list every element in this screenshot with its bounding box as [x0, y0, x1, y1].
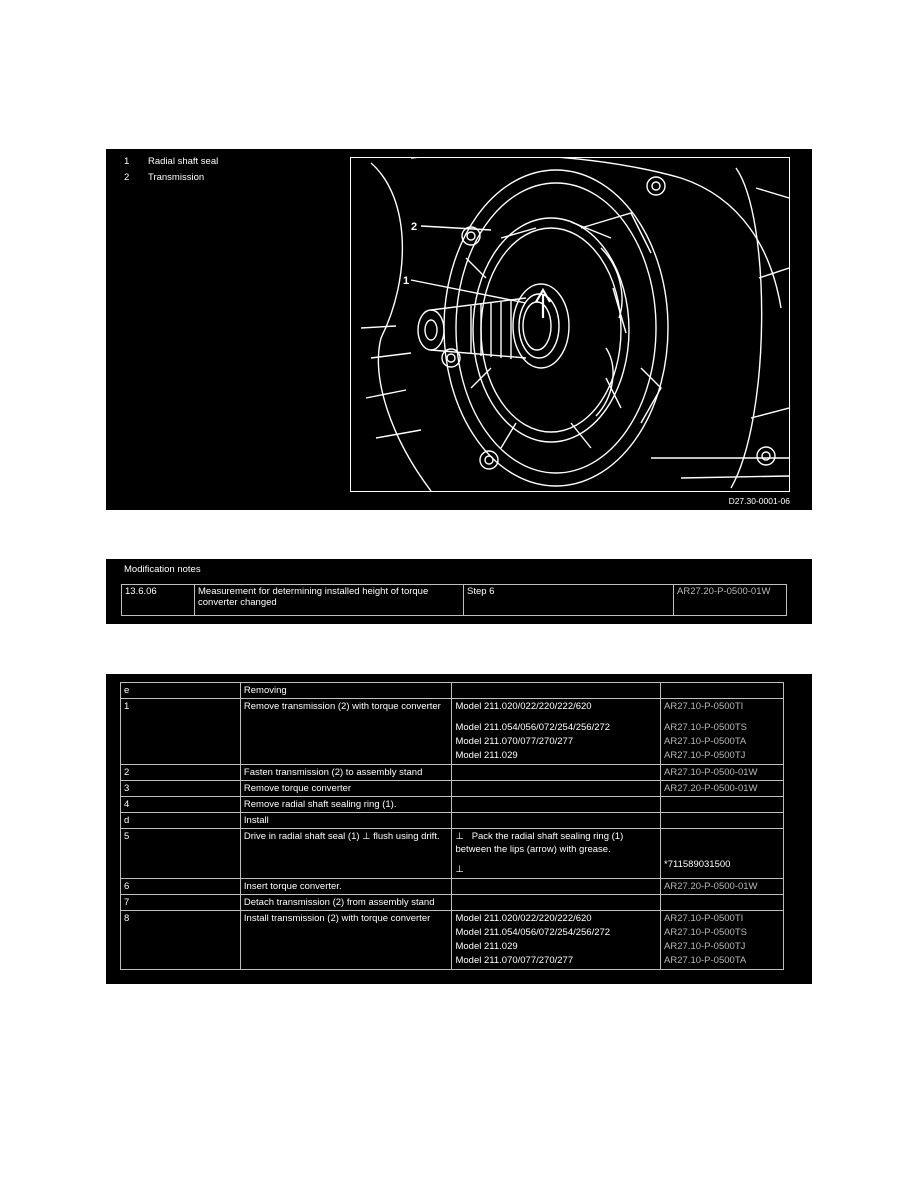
- figure-id: D27.30-0001-06: [728, 496, 790, 506]
- reference-link[interactable]: AR27.10-P-0500TJ: [664, 941, 746, 952]
- bolt: [647, 177, 665, 195]
- step-action: Insert torque converter.: [240, 879, 452, 895]
- reference-link[interactable]: AR27.10-P-0500TI: [664, 913, 744, 924]
- modification-notes-title: Modification notes: [124, 564, 201, 575]
- table-row: [121, 829, 784, 879]
- table-row: [122, 585, 787, 616]
- tool-symbol-icon: ⊥: [455, 864, 464, 875]
- section-marker: d: [121, 813, 241, 829]
- reference-link[interactable]: AR27.10-P-0500TI: [664, 701, 744, 712]
- mod-description: Measurement for determining installed height of torque converter changed: [195, 585, 464, 616]
- table-row: [121, 797, 784, 813]
- radial-shaft-seal: [513, 284, 569, 368]
- table-row: [121, 683, 784, 699]
- model-text: Model 211.029: [455, 750, 518, 761]
- step-number: 4: [121, 797, 241, 813]
- model-text: Model 211.020/022/220/222/620: [455, 701, 592, 712]
- transmission-illustration: [351, 158, 789, 491]
- figure-panel: [106, 149, 812, 510]
- step-action: Install transmission (2) with torque converter: [240, 911, 452, 970]
- model-text: Model 211.054/056/072/254/256/272: [455, 927, 611, 938]
- mod-step: Step 6: [464, 585, 674, 616]
- table-row: [121, 879, 784, 895]
- note-symbol-icon: ⊥: [455, 831, 464, 842]
- callout-line-1: [411, 280, 526, 303]
- callout-line-2: [421, 226, 491, 230]
- bolt: [757, 447, 775, 465]
- table-row: [121, 781, 784, 797]
- model-text: Model 211.070/077/270/277: [455, 955, 574, 966]
- step-number: 8: [121, 911, 241, 970]
- section-marker: e: [121, 683, 241, 699]
- reference-link[interactable]: AR27.10-P-0500TJ: [664, 750, 746, 761]
- modification-notes-table: [121, 584, 787, 616]
- step-number: 3: [121, 781, 241, 797]
- table-row: [121, 765, 784, 781]
- step-action: Drive in radial shaft seal (1) ⊥ flush using drift.: [240, 829, 452, 879]
- step-action: Fasten transmission (2) to assembly stand: [240, 765, 452, 781]
- step-number: 6: [121, 879, 241, 895]
- outer-flange: [444, 170, 668, 486]
- model-text: Model 211.070/077/270/277: [455, 736, 574, 747]
- step-action: Detach transmission (2) from assembly stand: [240, 895, 452, 911]
- step-action: Remove torque converter: [240, 781, 452, 797]
- reference-link[interactable]: AR27.20-P-0500-01W: [661, 781, 784, 797]
- legend-label: Radial shaft seal: [148, 156, 219, 167]
- step-number: 1: [121, 699, 241, 765]
- legend-number: 1: [124, 156, 130, 167]
- figure-legend: [124, 154, 218, 186]
- mod-date: 13.6.06: [122, 585, 195, 616]
- step-action: Remove transmission (2) with torque converter: [240, 699, 452, 765]
- mod-reference-link[interactable]: AR27.20-P-0500-01W: [674, 585, 787, 616]
- step-number: 2: [121, 765, 241, 781]
- reference-link[interactable]: AR27.10-P-0500TA: [664, 955, 747, 966]
- section-title: Removing: [240, 683, 452, 699]
- transmission-drawing: [350, 157, 790, 492]
- legend-label: Transmission: [148, 172, 205, 183]
- callout-label-2: 2: [411, 221, 418, 233]
- step-number: 7: [121, 895, 241, 911]
- step-note: Pack the radial shaft sealing ring (1) between the lips (arrow) with grease.: [455, 831, 624, 855]
- reference-link[interactable]: AR27.20-P-0500-01W: [661, 879, 784, 895]
- model-text: Model 211.054/056/072/254/256/272: [455, 722, 611, 733]
- procedure-table: [120, 682, 784, 970]
- reference-link[interactable]: AR27.10-P-0500TS: [664, 927, 747, 938]
- reference-link[interactable]: AR27.10-P-0500TA: [664, 736, 747, 747]
- step-action: Remove radial shaft sealing ring (1).: [240, 797, 452, 813]
- section-title: Install: [240, 813, 452, 829]
- step-number: 5: [121, 829, 241, 879]
- table-row: [121, 699, 784, 765]
- special-tool-number: *711589031500: [664, 859, 731, 870]
- table-row: [121, 911, 784, 970]
- reference-link[interactable]: AR27.10-P-0500-01W: [661, 765, 784, 781]
- table-row: [121, 895, 784, 911]
- legend-number: 2: [124, 172, 130, 183]
- modification-notes-panel: [106, 559, 812, 624]
- table-row: [121, 813, 784, 829]
- model-text: Model 211.020/022/220/222/620: [455, 913, 592, 924]
- procedure-panel: [106, 674, 812, 984]
- model-text: Model 211.029: [455, 941, 518, 952]
- legend-item: [124, 170, 218, 186]
- reference-link[interactable]: AR27.10-P-0500TS: [664, 722, 747, 733]
- callout-label-1: 1: [403, 275, 410, 287]
- housing-right-contour: [731, 168, 762, 488]
- legend-item: [124, 154, 218, 170]
